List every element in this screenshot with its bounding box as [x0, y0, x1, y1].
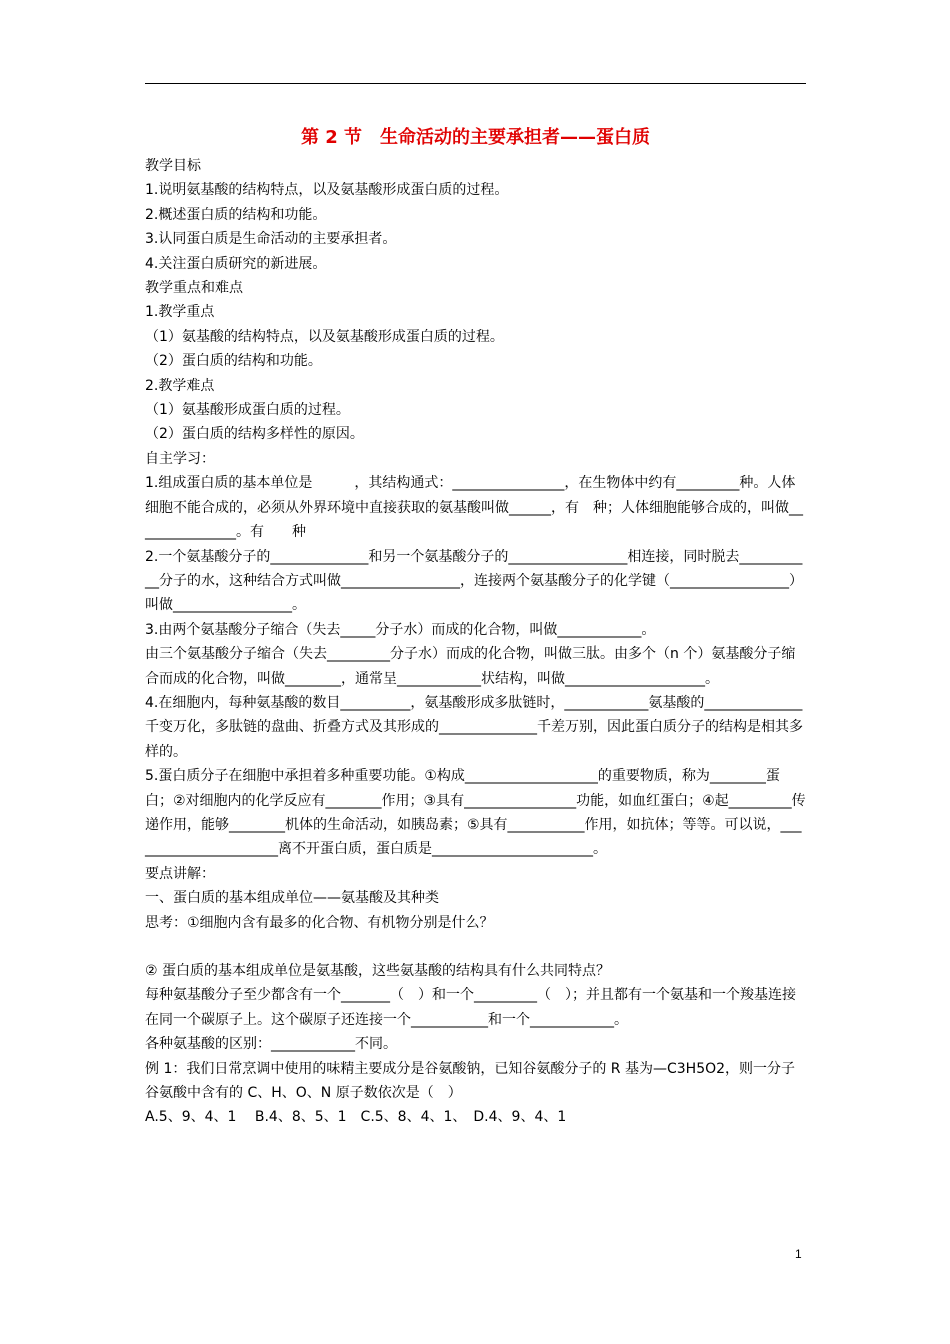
- key-point-2: （2）蛋白质的结构和功能。: [145, 353, 322, 370]
- difficulty-1: （1）氨基酸形成蛋白质的过程。: [145, 402, 350, 419]
- section-heading-key-points: 教学重点和难点: [145, 280, 243, 297]
- objective-4: 4.关注蛋白质研究的新进展。: [145, 255, 327, 272]
- self-study-q5: 5.蛋白质分子在细胞中承担着多种重要功能。①构成___________________的重要物质，称为________蛋白；②对细胞内的化学反应有________作用；③具有________________功能，如血红蛋白；④起_________传递作用，能够________机体的生命活动，如胰岛素；⑤具有___________作用，如抗体；等等。可以说，______________________离不开蛋白质，蛋白质是_______________________。: [145, 768, 806, 858]
- self-study-q1: 1.组成蛋白质的基本单位是 ，其结构通式：________________，在生物体中约有_________种。人体细胞不能合成的，必须从外界环境中直接获取的氨基酸叫做______，有 种；人体细胞能够合成的，叫做_______________。有 种: [145, 475, 803, 541]
- self-study-q3b: 由三个氨基酸分子缩合（失去_________分子水）而成的化合物，叫做三肽。由多个（n 个）氨基酸分子缩合而成的化合物，叫做________，通常呈____________状结构，叫做____________________。: [145, 646, 796, 687]
- self-study-q2: 2.一个氨基酸分子的______________和另一个氨基酸分子的_________________相连接，同时脱去___________分子的水，这种结合方式叫做_________________，连接两个氨基酸分子的化学键（_________________）叫做_________________。: [145, 548, 803, 614]
- self-study-q3a: 3.由两个氨基酸分子缩合（失去_____分子水）而成的化合物，叫做____________。: [145, 621, 656, 638]
- self-study-q4: 4.在细胞内，每种氨基酸的数目__________，氨基酸形成多肽链时，____________氨基酸的______________千变万化，多肽链的盘曲、折叠方式及其形成的______________千差万别，因此蛋白质分子的结构是相其多样的。: [145, 694, 803, 760]
- page-title: 第 2 节 生命活动的主要承担者——蛋白质: [300, 127, 651, 148]
- document-body: [145, 124, 806, 1130]
- difficulties-heading: 2.教学难点: [145, 377, 215, 394]
- think-question-1: 思考：①细胞内含有最多的化合物、有机物分别是什么？: [145, 914, 494, 931]
- difficulty-2: （2）蛋白质的结构多样性的原因。: [145, 426, 364, 443]
- section-heading-self-study: 自主学习：: [145, 450, 215, 467]
- amino-acid-features: 每种氨基酸分子至少都含有一个_______（ ）和一个_________（ ）；并且都有一个氨基和一个羧基连接在同一个碳原子上。这个碳原子还连接一个___________和一个____________。: [145, 987, 796, 1028]
- key-point-1: （1）氨基酸的结构特点，以及氨基酸形成蛋白质的过程。: [145, 328, 504, 345]
- page-number: 1: [795, 1247, 802, 1261]
- objective-3: 3.认同蛋白质是生命活动的主要承担者。: [145, 231, 397, 248]
- objective-2: 2.概述蛋白质的结构和功能。: [145, 206, 327, 223]
- section-heading-objectives: 教学目标: [145, 158, 201, 174]
- amino-acid-difference: 各种氨基酸的区别：____________不同。: [145, 1036, 397, 1053]
- explanation-part-1: 一、蛋白质的基本组成单位——氨基酸及其种类: [145, 890, 439, 907]
- header-rule: [145, 83, 806, 84]
- example-1-options: A.5、9、4、1 B.4、8、5、1 C.5、8、4、1、 D.4、9、4、1: [145, 1109, 567, 1126]
- section-heading-explanation: 要点讲解：: [145, 865, 215, 882]
- objective-1: 1.说明氨基酸的结构特点，以及氨基酸形成蛋白质的过程。: [145, 182, 509, 199]
- example-1: 例 1：我们日常烹调中使用的味精主要成分是谷氨酸钠，已知谷氨酸分子的 R 基为—C3H5O2，则一分子谷氨酸中含有的 C、H、O、N 原子数依次是（ ）: [145, 1060, 796, 1102]
- blank-space: [145, 935, 806, 959]
- key-points-heading: 1.教学重点: [145, 304, 215, 321]
- think-question-2: ② 蛋白质的基本组成单位是氨基酸，这些氨基酸的结构具有什么共同特点？: [145, 963, 610, 979]
